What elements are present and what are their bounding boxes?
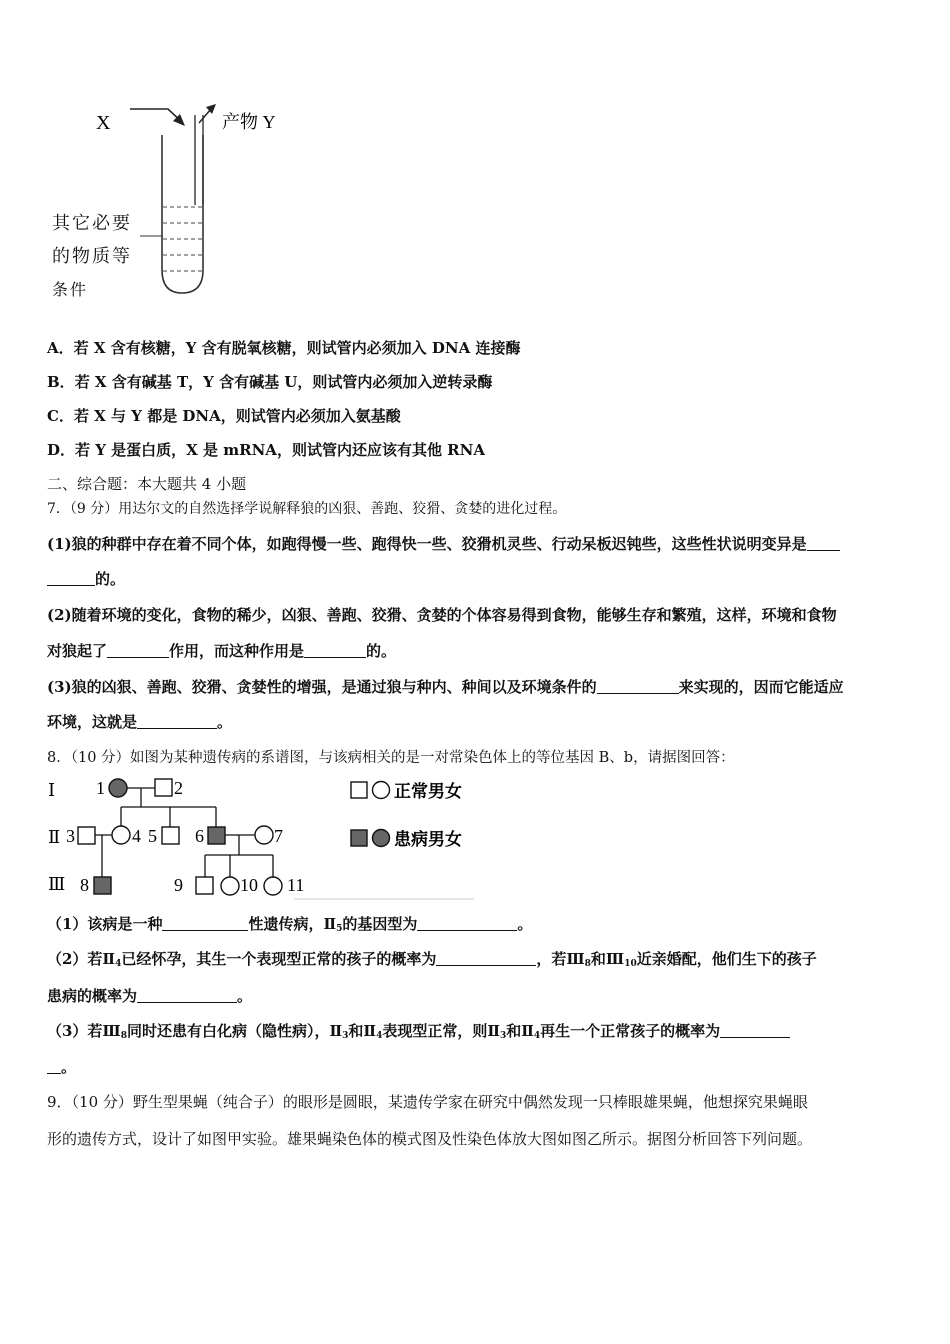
- legend-affected-female: [373, 830, 390, 847]
- q7-part3-text-c: 环境，这就是: [47, 713, 138, 731]
- answer-blank[interactable]: [137, 714, 217, 729]
- normal-female-4: [112, 826, 130, 844]
- id-3: 3: [66, 826, 75, 846]
- normal-female-11: [264, 877, 282, 895]
- legend-normal-label: 正常男女: [394, 782, 462, 802]
- option-c: [47, 405, 401, 426]
- answer-blank[interactable]: [162, 916, 248, 931]
- q7-part3-text-a: (3)狼的凶狠、善跑、狡猾、贪婪性的增强，是通过狼与种内、种间以及环境条件的: [47, 678, 597, 696]
- option-d: [47, 439, 485, 460]
- pedigree-svg: [44, 772, 484, 902]
- product-y-label: 产物 Y: [222, 112, 276, 132]
- id-4: 4: [132, 826, 141, 846]
- answer-blank[interactable]: [807, 536, 840, 551]
- q8-part2-text-d: 和Ⅲ: [590, 950, 625, 968]
- gen-label-iii: Ⅲ: [48, 874, 66, 894]
- section-title: 二、综合题：本大题共 4 小题: [47, 475, 247, 493]
- pedigree-chart: [44, 772, 484, 902]
- subscript: 4: [115, 959, 122, 969]
- q7-part2-text-b: 作用，而这种作用是: [169, 642, 305, 660]
- q7-part1-line2: [47, 568, 125, 589]
- answer-blank[interactable]: [597, 679, 679, 694]
- q8-part1-text-c: 的基因型为: [342, 915, 418, 933]
- q8-part2-line1: [47, 948, 817, 969]
- normal-female-10: [221, 877, 239, 895]
- q8-part2-text-g: 。: [237, 987, 253, 1005]
- output-arrow: [199, 109, 211, 123]
- id-6: 6: [195, 826, 204, 846]
- option-letter: B．: [47, 373, 75, 391]
- q8-part1-text-b: 性遗传病，Ⅱ: [248, 915, 337, 933]
- subscript: 5: [336, 924, 343, 934]
- q8-part3-text-a: （3）若Ⅲ: [47, 1022, 121, 1040]
- normal-male-5: [162, 827, 179, 844]
- q8-part2-line2: [47, 985, 252, 1006]
- id-11: 11: [287, 875, 305, 895]
- answer-blank[interactable]: [304, 643, 366, 658]
- q7-part3-text-b: 来实现的，因而它能适应: [678, 678, 844, 696]
- option-letter: D．: [47, 441, 76, 459]
- side-label: [52, 207, 132, 306]
- q7-stem: 7．（9 分）用达尔文的自然选择学说解释狼的凶狠、善跑、狡猾、贪婪的进化过程。: [47, 501, 567, 517]
- q7-part3-line1: [47, 676, 844, 697]
- option-text: 若 X 含有碱基 T，Y 含有碱基 U，则试管内必须加入逆转录酶: [74, 373, 493, 391]
- q7-part1-text: (1)狼的种群中存在着不同个体，如跑得慢一些、跑得快一些、狡猾机灵些、行动呆板迟钝些，这些性状说明变异是: [47, 535, 807, 553]
- liquid-level-lines: [163, 207, 202, 271]
- output-tube: [195, 115, 203, 205]
- normal-male-3: [78, 827, 95, 844]
- q8-stem: 8．（10 分）如图为某种遗传病的系谱图，与该病相关的是一对常染色体上的等位基因 B、b，请据图回答：: [47, 750, 735, 766]
- affected-male-8: [94, 877, 111, 894]
- id-5: 5: [148, 826, 157, 846]
- id-8: 8: [80, 875, 89, 895]
- answer-blank[interactable]: [47, 1059, 61, 1074]
- answer-blank[interactable]: [436, 951, 536, 966]
- answer-blank[interactable]: [720, 1023, 790, 1038]
- id-9: 9: [174, 875, 183, 895]
- option-b: [47, 371, 492, 392]
- q8-part3-text-c: 和Ⅱ: [348, 1022, 377, 1040]
- subscript: 3: [499, 1031, 507, 1041]
- q9-line2: 形的遗传方式，设计了如图甲实验。雄果蝇染色体的模式图及性染色体放大图如图乙所示。据图分析回答下列问题。: [47, 1130, 813, 1148]
- option-text: 若 Y 是蛋白质，X 是 mRNA，则试管内还应该有其他 RNA: [75, 441, 485, 459]
- legend-normal-female: [373, 782, 390, 799]
- q8-part3-text-b: 同时还患有白化病（隐性病），Ⅱ: [126, 1022, 343, 1040]
- subscript: 3: [342, 1031, 349, 1041]
- side-label-line-1: 其它必要: [52, 213, 132, 234]
- normal-male-2: [155, 779, 172, 796]
- id-10: 10: [240, 875, 258, 895]
- legend-affected-label: 患病男女: [394, 830, 462, 850]
- q7-part2-text-c: 的。: [366, 642, 397, 660]
- q7-part3-line2: [47, 711, 232, 732]
- q8-part1-text-a: （1）该病是一种: [47, 915, 163, 933]
- q8-part3-text-d: 表现型正常，则Ⅱ: [382, 1022, 500, 1040]
- option-text: 若 X 含有核糖，Y 含有脱氧核糖，则试管内必须加入 DNA 连接酶: [73, 339, 521, 357]
- normal-female-7: [255, 826, 273, 844]
- answer-blank[interactable]: [137, 988, 237, 1003]
- q9-line1: 9．（10 分）野生型果蝇（纯合子）的眼形是圆眼，某遗传学家在研究中偶然发现一只棒眼雄果蝇，他想探究果蝇眼: [47, 1093, 808, 1111]
- q8-part1-text-d: 。: [517, 915, 533, 933]
- answer-blank[interactable]: [107, 643, 169, 658]
- subscript: 10: [624, 959, 637, 969]
- q7-part2-text-a: 对狼起了: [47, 642, 108, 660]
- affected-male-6: [208, 827, 225, 844]
- q8-part2-text-f: 患病的概率为: [47, 987, 138, 1005]
- affected-female-1: [109, 779, 127, 797]
- q8-part2-text-a: （2）若Ⅱ: [47, 950, 116, 968]
- q8-part3-text-e: 和Ⅱ: [506, 1022, 534, 1040]
- q8-part3-line1: [47, 1020, 790, 1041]
- subscript: 8: [120, 1031, 127, 1041]
- side-label-line-3: 条件: [52, 280, 89, 299]
- option-text: 若 X 与 Y 都是 DNA，则试管内必须加入氨基酸: [73, 407, 401, 425]
- subscript: 4: [533, 1031, 541, 1041]
- side-label-line-2: 的物质等: [52, 246, 132, 267]
- q7-part3-text-d: 。: [217, 713, 233, 731]
- q8-part1: [47, 913, 532, 934]
- option-letter: C．: [47, 407, 74, 425]
- subscript: 8: [584, 959, 591, 969]
- option-a: [47, 337, 520, 358]
- subscript: 4: [376, 1031, 383, 1041]
- id-1: 1: [96, 778, 105, 798]
- q8-part3-line2: [47, 1056, 76, 1077]
- legend-affected-male: [351, 830, 367, 846]
- test-tube: [162, 135, 203, 293]
- answer-blank[interactable]: [47, 571, 95, 586]
- test-tube-figure: [40, 95, 300, 310]
- gen-label-ii: Ⅱ: [48, 827, 61, 847]
- id-7: 7: [274, 826, 283, 846]
- normal-male-9: [196, 877, 213, 894]
- answer-blank[interactable]: [417, 916, 517, 931]
- option-letter: A．: [47, 339, 74, 357]
- q8-part2-text-e: 近亲婚配，他们生下的孩子: [636, 950, 817, 968]
- q8-part2-text-b: 已经怀孕，其生一个表现型正常的孩子的概率为: [121, 950, 437, 968]
- q7-part2-line1: (2)随着环境的变化，食物的稀少，凶狠、善跑、狡猾、贪婪的个体容易得到食物，能够生存和繁殖，这样，环境和食物: [47, 606, 837, 624]
- q8-part2-text-c: ，若Ⅲ: [536, 950, 585, 968]
- q7-part1-line1: [47, 533, 840, 554]
- q8-part3-text-f: 再生一个正常孩子的概率为: [540, 1022, 721, 1040]
- q7-part1-tail: 的。: [95, 570, 126, 588]
- q8-part3-text-g: 。: [61, 1058, 77, 1076]
- gen-label-i: Ⅰ: [48, 780, 56, 800]
- legend-normal-male: [351, 782, 367, 798]
- x-label: X: [96, 112, 111, 134]
- id-2: 2: [174, 778, 183, 798]
- q7-part2-line2: [47, 640, 396, 661]
